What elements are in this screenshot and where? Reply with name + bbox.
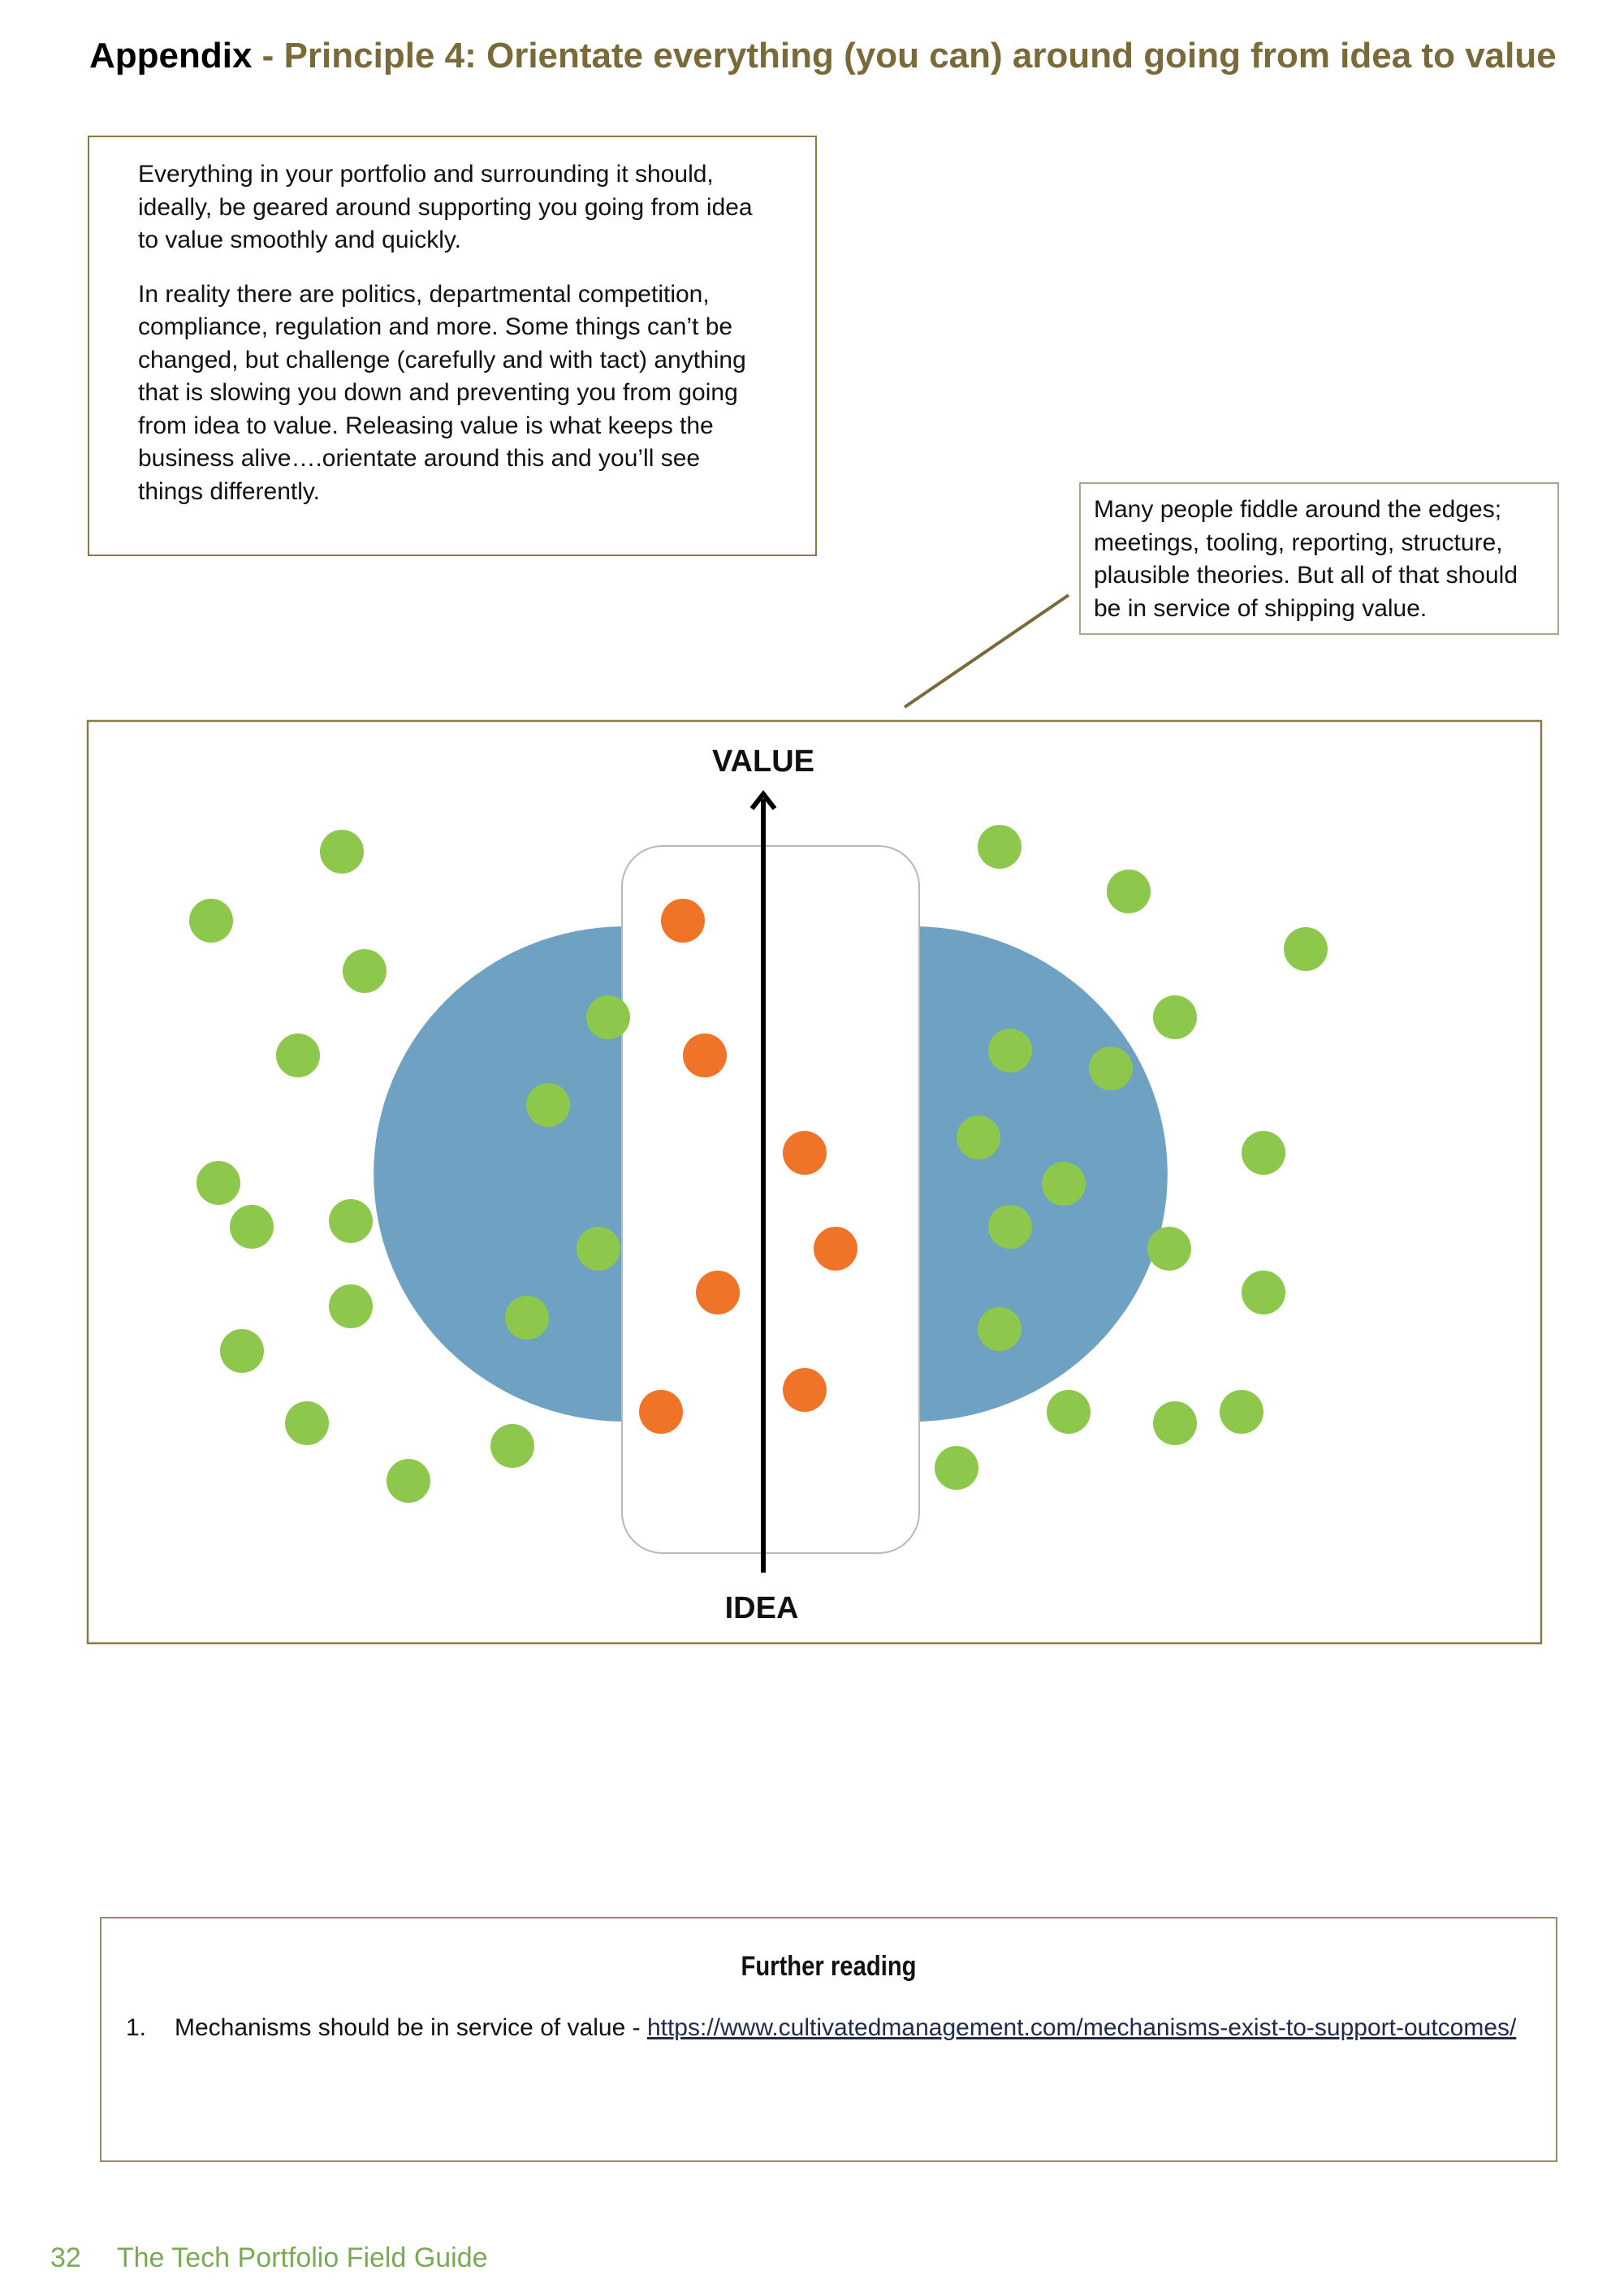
green-dot: [1147, 1227, 1191, 1271]
green-dot: [1153, 995, 1197, 1039]
green-dot: [1089, 1047, 1133, 1090]
green-dot: [197, 1161, 240, 1205]
idea-label: IDEA: [724, 1591, 799, 1625]
green-dot: [329, 1199, 373, 1243]
green-dot: [988, 1205, 1032, 1249]
green-dot: [320, 830, 364, 874]
green-dot: [285, 1401, 329, 1445]
green-dot: [526, 1083, 570, 1127]
blue-area-right: [913, 926, 1168, 1422]
value-label: VALUE: [712, 744, 814, 779]
title-separator: -: [252, 36, 284, 76]
orange-dot: [661, 899, 705, 943]
orange-dot: [783, 1131, 827, 1175]
green-dot: [1042, 1162, 1086, 1206]
blue-area-left: [374, 926, 625, 1422]
orange-dot: [696, 1271, 740, 1314]
further-reading-item-number: 1.: [126, 2014, 147, 2041]
green-dot: [276, 1034, 320, 1077]
page-number: 32: [50, 2242, 81, 2273]
green-dot: [329, 1284, 373, 1328]
intro-paragraph-1: Everything in your portfolio and surrounding it should, ideally, be geared around supporting you going from idea to value smoothly and quickly.: [138, 161, 753, 253]
green-dot: [978, 1307, 1021, 1351]
orange-dot: [783, 1368, 827, 1412]
green-dot: [220, 1329, 264, 1373]
callout-connector-line: [905, 595, 1069, 707]
orange-dot: [814, 1227, 857, 1271]
further-reading-title: Further reading: [741, 1951, 917, 1982]
further-reading-item: [126, 2012, 1531, 2045]
value-stream-lane: [622, 846, 919, 1553]
intro-paragraph-2: In reality there are politics, departmental competition, compliance, regulation and more. Some things can’t be changed, but challenge (carefully and with tact) anything that is slowing you down and preventing you from going from idea to value. Releasing value is what keeps the business alive….orientate around this and you’ll see things differently.: [138, 280, 746, 505]
green-dot: [577, 1227, 620, 1271]
page-footer: [50, 2242, 488, 2274]
green-dot: [988, 1029, 1032, 1072]
orange-dot: [639, 1390, 683, 1434]
green-dot: [957, 1116, 1000, 1159]
orange-dot: [683, 1034, 727, 1077]
green-dot: [230, 1205, 274, 1249]
green-dot: [1284, 927, 1328, 971]
further-reading-link[interactable]: https://www.cultivatedmanagement.com/mechanisms-exist-to-support-outcomes/: [646, 2014, 1517, 2041]
green-dot: [189, 899, 233, 943]
green-dot: [1153, 1401, 1197, 1445]
callout-text: Many people fiddle around the edges; meetings, tooling, reporting, structure, plausible theories. But all of that should be in service of shipping value.: [1094, 496, 1518, 622]
further-reading-box: [100, 1917, 1557, 2162]
green-dot: [387, 1459, 430, 1503]
green-dot: [343, 949, 387, 993]
title-main: Principle 4: Orientate everything (you can) around going from idea to value: [283, 36, 1557, 76]
book-title: The Tech Portfolio Field Guide: [116, 2242, 488, 2273]
further-reading-list: [126, 2012, 1531, 2045]
green-dot: [1242, 1271, 1285, 1314]
green-dot: [1047, 1390, 1091, 1434]
green-dot: [1107, 870, 1151, 913]
further-reading-item-text: Mechanisms should be in service of value -: [175, 2014, 647, 2041]
green-dot: [935, 1446, 978, 1490]
green-dot: [1220, 1390, 1263, 1434]
green-dot: [978, 825, 1021, 869]
green-dot: [505, 1296, 549, 1340]
title-prefix: Appendix: [89, 36, 253, 76]
green-dot: [490, 1424, 534, 1468]
green-dot: [1242, 1131, 1285, 1175]
green-dot: [586, 995, 630, 1039]
